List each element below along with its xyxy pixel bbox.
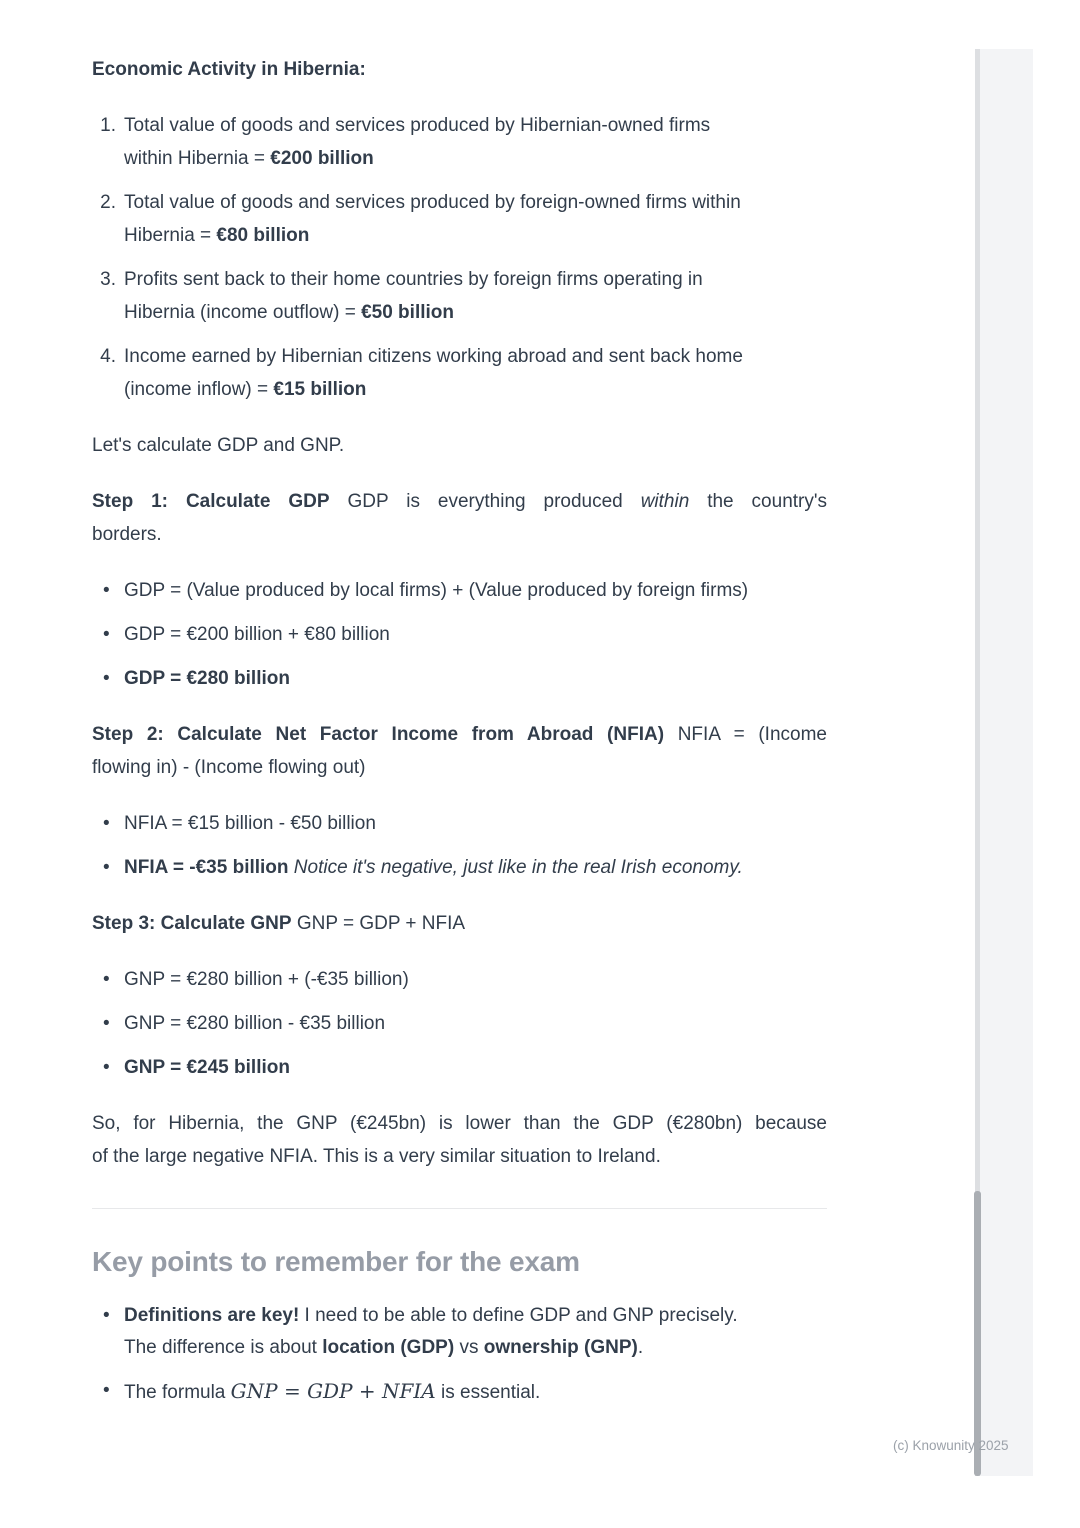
text-line: • GNP = €280 billion - €35 billion [124,1013,386,1034]
bullet-item [92,963,827,996]
text-line: Hibernia = €80 billion [124,225,310,246]
step-3-bullets [92,963,827,1084]
bullet-item [92,807,827,840]
text-line: So, for Hibernia, the GNP (€245bn) is lower than the GDP (€280bn) because [92,1113,827,1134]
economic-activity-list [92,109,827,406]
text-line: • GDP = €280 billion [124,668,290,689]
bullet-item [92,1007,827,1040]
text-line: Step 2: Calculate Net Factor Income from Abroad (NFIA) NFIA = (Income [92,724,827,745]
text-line: • NFIA = €15 billion - €50 billion [124,813,376,834]
text-line: within Hibernia = €200 billion [124,148,374,169]
step-3-paragraph [92,907,827,940]
side-gutter-panel [980,49,1033,1476]
step-1-bullets [92,574,827,695]
intro-paragraph [92,429,827,462]
step-2-bullets [92,807,827,884]
numbered-list-item [92,186,827,252]
text-line: borders. [92,524,162,545]
numbered-list-item [92,263,827,329]
text-line: flowing in) - (Income flowing out) [92,757,366,778]
scrollbar-thumb[interactable] [974,1191,981,1476]
key-points-list [92,1300,827,1409]
text-line: Hibernia (income outflow) = €50 billion [124,302,454,323]
bullet-item [92,851,827,884]
text-line: of the large negative NFIA. This is a very similar situation to Ireland. [92,1146,661,1167]
key-point-item [92,1300,827,1364]
text-line: • NFIA = -€35 billion Notice it's negative, just like in the real Irish economy. [124,857,743,878]
text-line: • GNP = €245 billion [124,1057,290,1078]
bullet-item [92,662,827,695]
document-content [92,0,827,1432]
text-line: Let's calculate GDP and GNP. [92,435,345,456]
summary-paragraph [92,1107,827,1173]
numbered-list-item [92,109,827,175]
text-line: • Definitions are key! I need to be able to define GDP and GNP precisely. [124,1305,738,1326]
text-line: Step 3: Calculate GNP GNP = GDP + NFIA [92,913,466,934]
section-divider [92,1208,827,1209]
bullet-item [92,618,827,651]
text-line: Income earned by Hibernian citizens working abroad and sent back home [124,346,743,367]
text-line: Step 1: Calculate GDP GDP is everything produced within the country's [92,491,827,512]
text-line: • GDP = (Value produced by local firms) + (Value produced by foreign firms) [124,580,749,601]
watermark: (c) Knowunity 2025 [893,1438,1009,1453]
text-line: (income inflow) = €15 billion [124,379,367,400]
numbered-list-item [92,340,827,406]
text-line: • The formula GNP = GDP + NFIA is essential. [124,1379,541,1403]
text-line: Total value of goods and services produced by foreign-owned firms within [124,192,741,213]
step-2-paragraph [92,718,827,784]
text-line: Profits sent back to their home countries by foreign firms operating in [124,269,703,290]
text-line: Total value of goods and services produced by Hibernian-owned firms [124,115,711,136]
step-1-paragraph [92,485,827,551]
key-point-item [92,1375,827,1409]
text-line: • GDP = €200 billion + €80 billion [124,624,390,645]
bullet-item [92,1051,827,1084]
key-points-heading: Key points to remember for the exam [92,1246,580,1277]
document-title: Economic Activity in Hibernia: [92,59,366,80]
bullet-item [92,574,827,607]
text-line: • GNP = €280 billion + (-€35 billion) [124,969,409,990]
text-line: The difference is about location (GDP) vs ownership (GNP). [124,1337,644,1358]
